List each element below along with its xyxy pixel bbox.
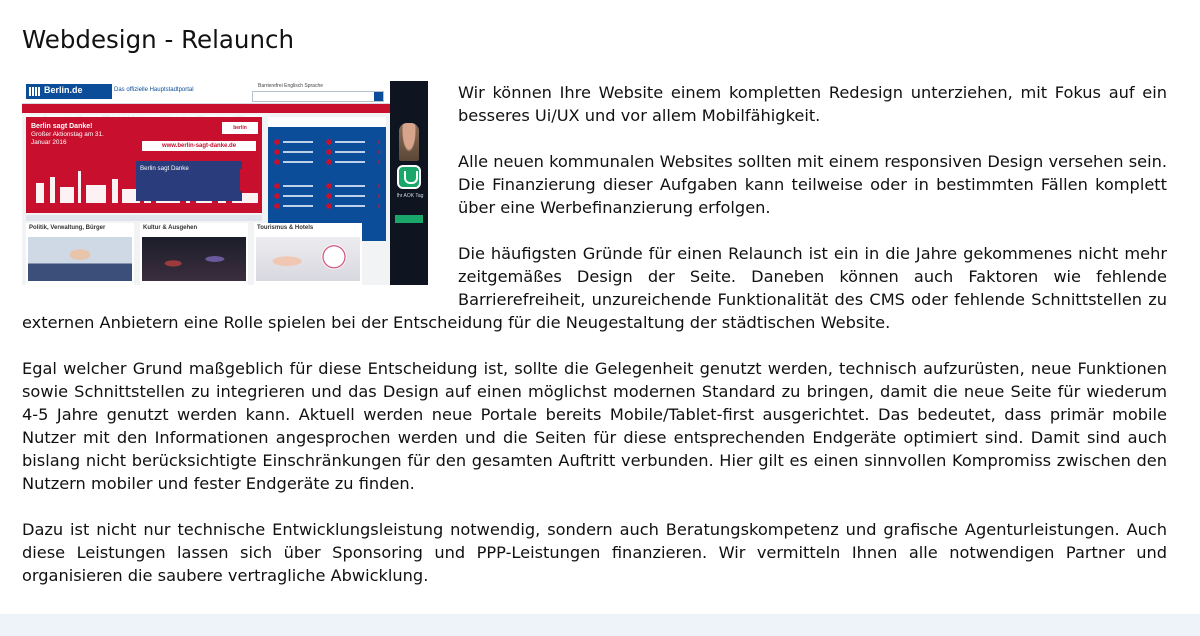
sidebar-row (274, 203, 380, 209)
hero-title-text: Berlin sagt Danke! (31, 123, 93, 130)
page-title: Webdesign - Relaunch (22, 25, 294, 54)
column-politik (26, 223, 134, 285)
website-screenshot-image (22, 81, 428, 285)
paragraph: Alle neuen kommunalen Websites sollten mit einem responsiven Design versehen sein. Die Finanzierung dieser Aufgaben kann teilweise oder in bestimmten Fällen komplett über eine Werbefinanzierung erfolgen. (458, 152, 1167, 217)
portrait-photo (28, 237, 132, 281)
screenshot-header (22, 81, 390, 104)
hero-subtitle: Großer Aktionstag am 31. Januar 2016 (31, 131, 104, 146)
site-slogan: Das offizielle Hauptstadtportal (114, 87, 194, 93)
sidebar-row (274, 149, 380, 155)
site-logo: Berlin.de (26, 84, 112, 99)
column-kultur (140, 223, 248, 285)
paragraph: Dazu ist nicht nur technische Entwicklungsleistung notwendig, sondern auch Beratungskompetenz und grafische Agenturleistungen. Auch diese Leistungen lassen sich über Sponsoring und PPP-Leistungen finanzieren. Wir vermitteln Ihnen alle notwendigen Partner und organisieren die saubere vertragliche Abwicklung. (22, 520, 1167, 585)
hero-box (136, 161, 242, 201)
stage-photo (142, 237, 246, 281)
sidebar-row (274, 139, 380, 145)
column-title: Kultur & Ausgehen (143, 225, 198, 231)
column-tourismus (254, 223, 362, 285)
hero-url: www.berlin-sagt-danke.de (142, 141, 256, 151)
search-icon (374, 92, 383, 101)
column-title: Politik, Verwaltung, Bürger (29, 225, 106, 231)
screenshot-columns (26, 223, 386, 285)
hero-box-title: Berlin sagt Danke (140, 165, 189, 172)
hero-title (31, 123, 111, 147)
sidebar-row (274, 193, 380, 199)
article-body (22, 81, 1167, 610)
tourism-photo (256, 237, 360, 281)
top-links: Barrierefrei Englisch Sprache (258, 83, 324, 89)
ad-text: Ihr AOK Tag (396, 193, 424, 199)
sidebar-tabs (268, 117, 386, 129)
sidebar-row (274, 159, 380, 165)
footer-band (0, 614, 1200, 636)
hero-banner (26, 117, 262, 213)
hero-badge: berlin (222, 122, 258, 134)
sidebar-row (274, 183, 380, 189)
screenshot-nav (22, 104, 390, 113)
paragraph: Die häufigsten Gründe für einen Relaunch ist ein in die Jahre gekommenes nicht mehr zeitgemäßes Design der Seite. Daneben können auch Faktoren wie fehlende Barrierefreiheit, unzureichende Funktionalität des CMS oder fehlende Schnittstellen zu externen Anbietern eine Rolle spielen bei der Entscheidung für die Neugestaltung der städtischen Website. (22, 244, 1167, 332)
ad-banner (390, 81, 428, 285)
paragraph: Wir können Ihre Website einem kompletten Redesign unterziehen, mit Fokus auf ein besseres Ui/UX und vor allem Mobilfähigkeit. (458, 83, 1167, 125)
ad-figure (399, 123, 419, 161)
screenshot-search-field (252, 91, 384, 102)
ad-button (395, 215, 423, 223)
paragraph: Egal welcher Grund maßgeblich für diese Entscheidung ist, sollte die Gelegenheit genutzt werden, technisch aufzurüsten, neue Funktionen sowie Schnittstellen zu integrieren und das Design auf einen möglichst modernen Standard zu bringen, damit die neue Seite für wiederum 4-5 Jahre genutzt werden kann. Aktuell werden neue Portale bereits Mobile/Tablet-first ausgerichtet. Das bedeutet, dass primär mobile Nutzer mit den Informationen angesprochen werden und die Seiten für diese entsprechenden Endgeräte optimiert sind. Damit sind auch bislang nicht berücksichtigte Einschränkungen für den gesamten Auftritt verbunden. Hier gilt es einen sinnvollen Kompromiss zwischen den Nutzern mobiler und fester Endgeräte zu finden. (22, 359, 1167, 493)
column-title: Tourismus & Hotels (257, 225, 314, 231)
aok-logo-icon (397, 165, 421, 189)
hero-tabs (26, 215, 262, 221)
